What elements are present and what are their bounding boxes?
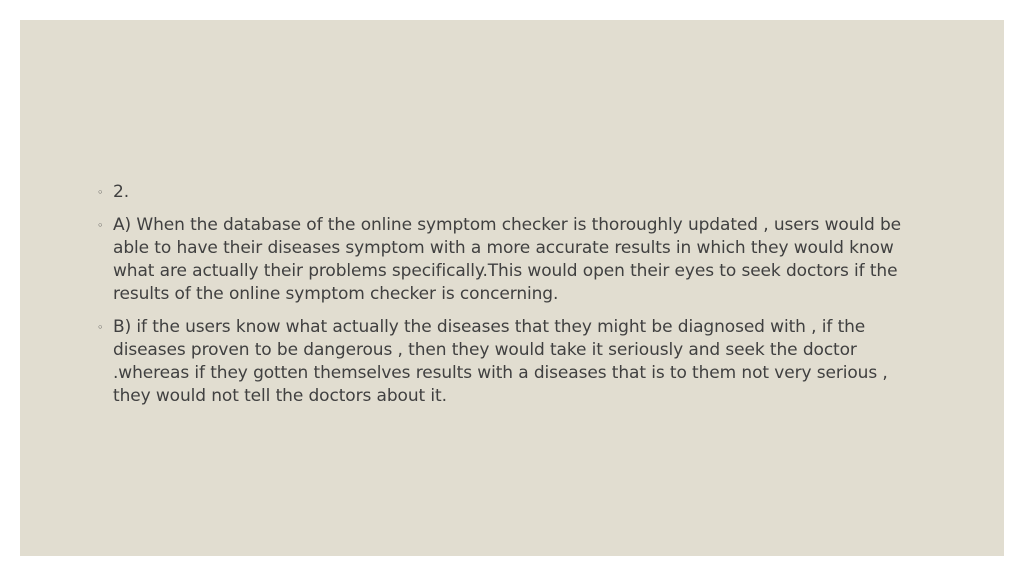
bullet-item <box>97 214 902 306</box>
bullet-marker-icon: ◦ <box>97 186 104 199</box>
bullet-text: B) if the users know what actually the diseases that they might be diagnosed with , if the diseases proven to be dangerous , then they would take it seriously and seek the doctor .whereas if they gotten themselves results with a diseases that is to them not very serious , they would not tell the doctors about it. <box>113 317 888 406</box>
bullet-item <box>97 181 902 204</box>
slide <box>20 20 1004 556</box>
bullet-text: A) When the database of the online symptom checker is thoroughly updated , users would be able to have their diseases symptom with a more accurate results in which they would know what are actually their problems specifically.This would open their eyes to seek doctors if the results of the online symptom checker is concerning. <box>113 215 902 304</box>
bullet-text: 2. <box>113 182 130 202</box>
bullet-marker-icon: ◦ <box>97 219 104 232</box>
bullet-marker-icon: ◦ <box>97 321 104 334</box>
bullet-item <box>97 316 902 408</box>
bullet-list <box>97 181 902 418</box>
